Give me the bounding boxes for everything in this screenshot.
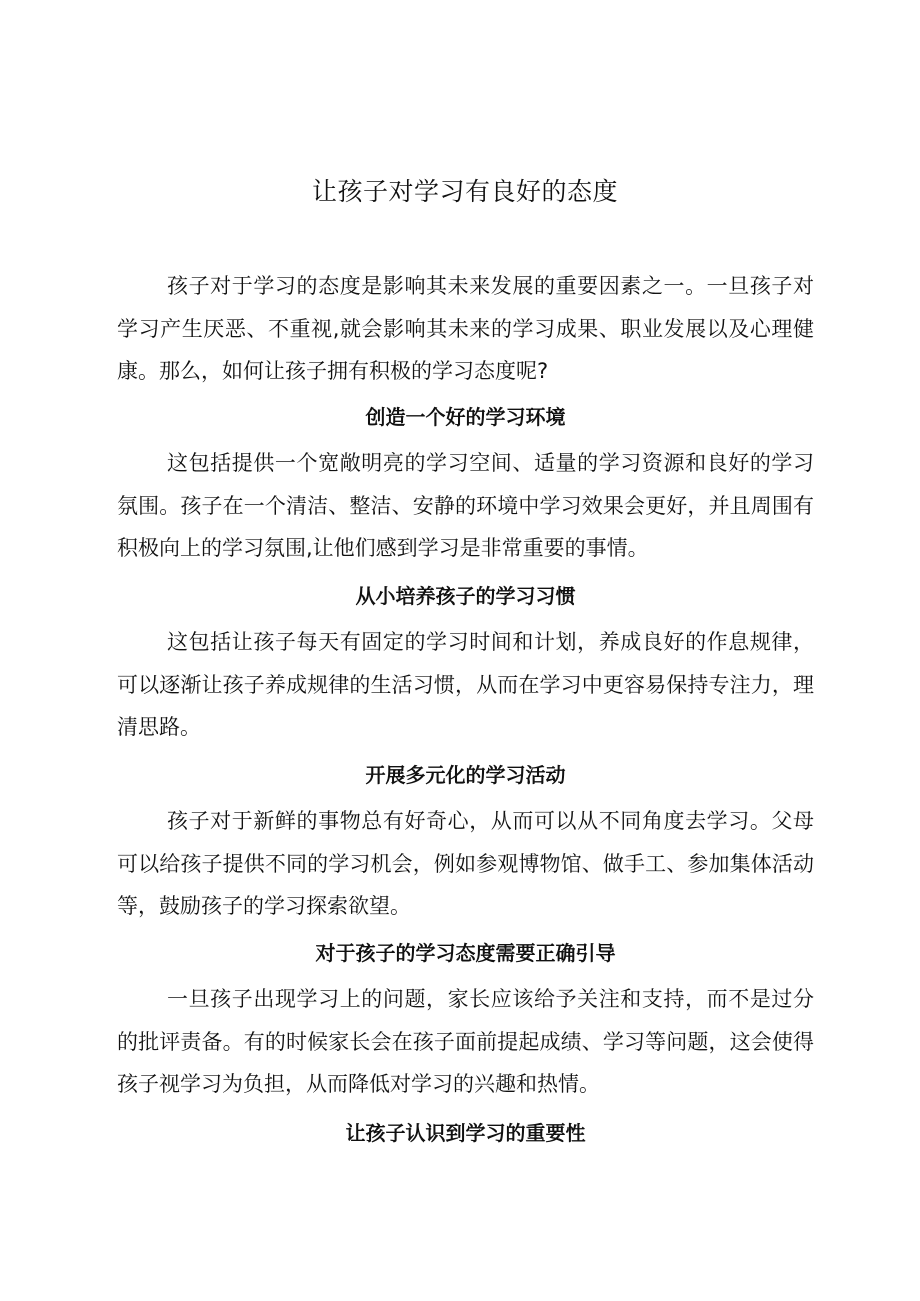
section-heading-5: 让孩子认识到学习的重要性 <box>345 1121 586 1145</box>
section-body-block-4 <box>117 978 814 1106</box>
section-body-1: 这包括提供一个宽敞明亮的学习空间、适量的学习资源和良好的学习氛围。孩子在一个清洁、整洁、安静的环境中学习效果会更好，并且周围有积极向上的学习氛围,让他们感到学习是非常重要的事情。 <box>117 451 814 560</box>
section-heading-1: 创造一个好的学习环境 <box>365 405 566 429</box>
section-heading-2: 从小培养孩子的学习习惯 <box>355 584 576 608</box>
intro-paragraph-block <box>117 265 814 393</box>
intro-paragraph: 孩子对于学习的态度是影响其未来发展的重要因素之一。一旦孩子对学习产生厌恶、不重视,就会影响其未来的学习成果、职业发展以及心理健康。那么，如何让孩子拥有积极的学习态度呢? <box>117 274 814 383</box>
section-heading-3: 开展多元化的学习活动 <box>365 763 566 787</box>
section-body-block-1 <box>117 442 814 570</box>
section-body-4: 一旦孩子出现学习上的问题，家长应该给予关注和支持，而不是过分的批评责备。有的时候家长会在孩子面前提起成绩、学习等问题，这会使得孩子视学习为负担，从而降低对学习的兴趣和热情。 <box>117 987 814 1096</box>
section-heading-4: 对于孩子的学习态度需要正确引导 <box>315 941 616 965</box>
document-title: 让孩子对学习有良好的态度 <box>311 177 618 206</box>
section-body-block-3 <box>117 800 814 928</box>
section-body-block-2 <box>117 621 814 749</box>
section-body-2: 这包括让孩子每天有固定的学习时间和计划，养成良好的作息规律，可以逐渐让孩子养成规律的生活习惯，从而在学习中更容易保持专注力，理清思路。 <box>117 630 814 739</box>
section-body-3: 孩子对于新鲜的事物总有好奇心，从而可以从不同角度去学习。父母可以给孩子提供不同的学习机会，例如参观博物馆、做手工、参加集体活动等，鼓励孩子的学习探索欲望。 <box>117 809 814 918</box>
